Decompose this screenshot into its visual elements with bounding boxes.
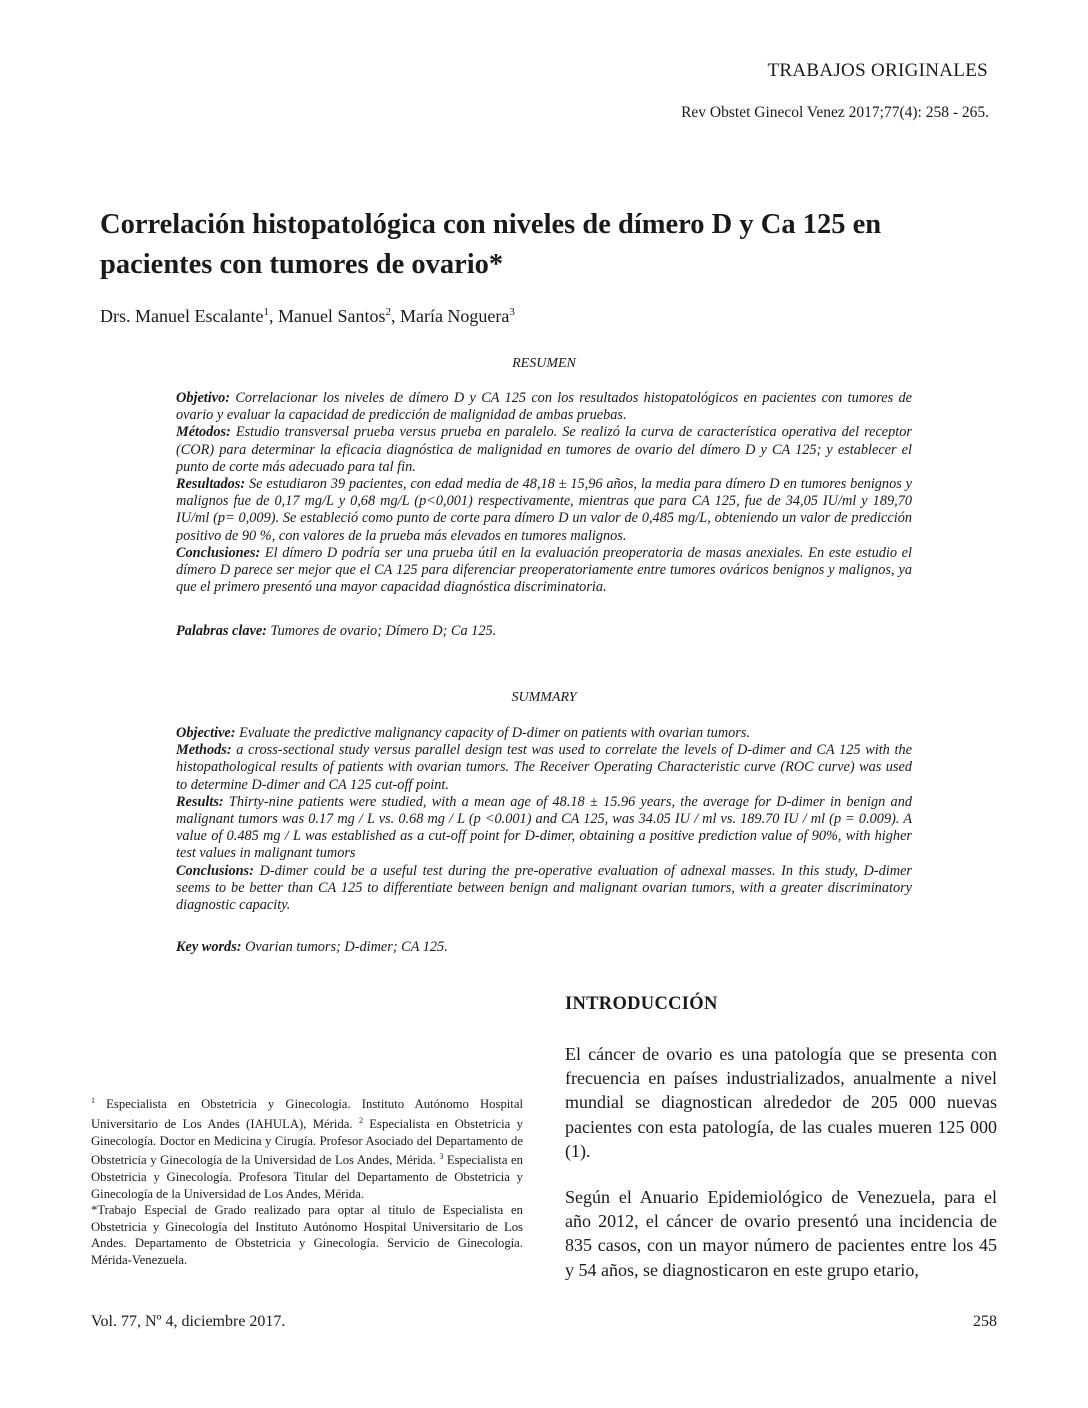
section-label: Conclusiones: [176,544,261,561]
author-affiliation-mark: 1 [263,306,269,318]
footnote-mark: 3 [439,1152,444,1162]
introduction-paragraph: El cáncer de ovario es una patología que se presenta con frecuencia en países industrializados, anualmente a nivel mundial se diagnostican alrededor de 205 000 nuevas pacientes con esta patología, de las cuales mueren 125 000 (1). [565,1044,997,1161]
footnotes [91,1093,523,1269]
introduction-paragraph: Según el Anuario Epidemiológico de Venezuela, para el año 2012, el cáncer de ovario presentó una incidencia de 835 casos, con un mayor número de pacientes entre los 45 y 54 años, se diagnosticaron en este grupo etario, [565,1187,997,1280]
key-words [176,939,912,956]
page-number: 258 [973,1313,997,1330]
resumen-section [176,545,912,597]
article-title: Correlación histopatológica con niveles de dímero D y Ca 125 en pacientes con tumores de ovario* [100,209,882,280]
resumen-section [176,476,912,545]
footnote-text: Especialista en Obstetricia y Ginecología. Doctor en Medicina y Cirugía. Profesor Asociado del Departamento de Obstetricia y Ginecología de la Universidad de Los Andes, Mérida. [91,1117,523,1168]
summary-heading: SUMMARY [511,690,577,705]
author [278,306,400,326]
resumen-abstract [176,390,912,596]
section-label: Objective: [176,725,236,741]
summary-section [176,794,912,863]
summary-abstract [176,725,912,914]
summary-section [176,725,912,742]
section-text: Correlacionar los niveles de dímero D y CA 125 con los resultados histopatológicos en pacientes con tumores de ovario y evaluar la capacidad de predicción de malignidad de ambas pruebas. [176,390,912,424]
keywords-label: Palabras clave: [176,623,267,639]
footnote-text: Especialista en Obstetricia y Ginecología. Instituto Autónomo Hospital Universitario de Los Andes (IAHULA), Mérida. [91,1097,523,1132]
section-text: a cross-sectional study versus parallel design test was used to correlate the levels of D-dimer and CA 125 with the histopathological results of patients with ovarian tumors. The Receiver Operating Characteristic curve (ROC curve) was used to determine D-dimer and CA 125 cut-off point. [176,742,912,793]
footnote-mark: 2 [358,1115,363,1125]
footer-volume: Vol. 77, Nº 4, diciembre 2017. [91,1313,286,1330]
palabras-clave [176,623,912,640]
keywords-label: Key words: [176,939,242,955]
resumen-section [176,390,912,424]
work-note-footnote: *Trabajo Especial de Grado realizado para optar al título de Especialista en Obstetricia y Ginecología del Instituto Autónomo Hospital Universitario de Los Andes. Departamento de Obstetricia y Ginecología. Servicio de Ginecología. Mérida-Venezuela. [91,1203,523,1268]
section-label: Resultados: [176,476,246,493]
footnote-text: Especialista en Obstetricia y Ginecología. Profesora Titular del Departamento de Obstetricia y Ginecología de la Universidad de Los Andes, Mérida. [91,1153,523,1201]
section-text: Thirty-nine patients were studied, with a mean age of 48.18 ± 15.96 years, the average for D-dimer in benign and malignant tumors was 0.17 mg / L vs. 0.68 mg / L (p <0.001) and CA 125, was 34.05 IU / ml vs. 189.70 IU / ml (p = 0.009). A value of 0.485 mg / L was established as a cut-off point for D-dimer, obtaining a positive prediction value of 90%, with higher test values in malignant tumors [176,793,912,862]
section-text: Evaluate the predictive malignancy capacity of D-dimer on patients with ovarian tumors. [235,725,751,741]
keywords-line [176,623,912,640]
section-label: Métodos: [176,424,231,441]
keywords-text: Tumores de ovario; Dímero D; Ca 125. [266,623,497,639]
introduction-heading: INTRODUCCIÓN [565,994,718,1014]
section-text: Se estudiaron 39 pacientes, con edad media de 48,18 ± 15,96 años, la media para dímero D en tumores benignos y malignos fue de 0,17 mg/L y 0,68 mg/L (p<0,001) respectivamente, mientras que para CA 125, fue de 34,05 IU/ml y 189,70 IU/ml (p= 0,009). Se estableció como punto de corte para dímero D un valor de 0,485 mg/L, obteniendo un valor de predicción positivo de 90 %, con valores de la prueba más elevados en tumores malignos. [176,476,912,544]
section-label: Objetivo: [176,390,230,406]
keywords-line [176,939,912,956]
section-label: TRABAJOS ORIGINALES [767,60,988,81]
author-prefix: Drs. [100,306,135,326]
author-separator: , [268,306,278,326]
author-list [100,306,515,327]
affiliation-footnote [91,1093,523,1202]
section-text: Estudio transversal prueba versus prueba en paralelo. Se realizó la curva de característica operativa del receptor (COR) para determinar la eficacia diagnóstica de malignidad en tumores de ovario del dímero D y CA 125; y establecer el punto de corte más adecuado para tal fin. [176,424,912,475]
author-name: María Noguera [399,306,510,326]
author-name: Manuel Escalante [135,306,264,326]
author [400,306,515,326]
summary-section [176,863,912,915]
section-text: El dímero D podría ser una prueba útil en la evaluación preoperatoria de masas anexiales. En este estudio el dímero D parece ser mejor que el CA 125 para diferenciar preoperatoriamente entre tumores ováricos benignos y malignos, ya que el primero presentó una mayor capacidad diagnóstica discriminatoria. [176,544,912,596]
author-affiliation-mark: 2 [385,306,391,318]
section-label: Conclusions: [176,862,254,879]
resumen-heading: RESUMEN [512,356,576,371]
resumen-section [176,424,912,476]
author [135,306,278,326]
summary-section [176,742,912,794]
author-name: Manuel Santos [277,306,386,326]
keywords-text: Ovarian tumors; D-dimer; CA 125. [241,939,448,955]
footnote-mark: 1 [91,1096,95,1105]
author-separator: , [390,306,400,326]
section-label: Methods: [176,742,232,759]
section-label: Results: [176,793,224,810]
author-affiliation-mark: 3 [509,306,515,318]
section-text: D-dimer could be a useful test during the pre-operative evaluation of adnexal masses. In this study, D-dimer seems to be better than CA 125 to differentiate between benign and malignant ovarian tumors, with a greater discriminatory diagnostic capacity. [176,862,912,914]
journal-citation: Rev Obstet Ginecol Venez 2017;77(4): 258 - 265. [681,104,989,121]
